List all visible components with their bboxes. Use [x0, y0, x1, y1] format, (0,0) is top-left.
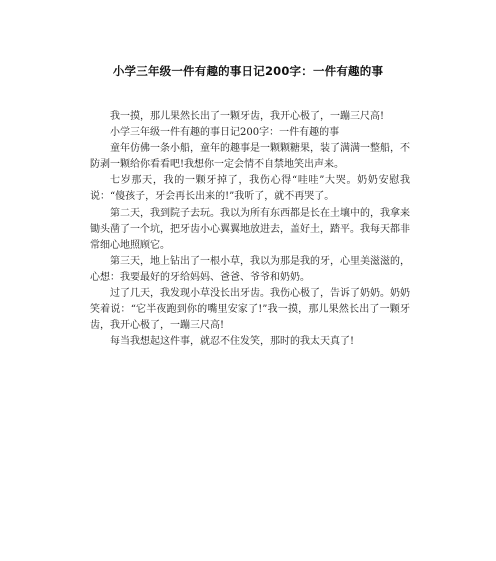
paragraph: 我一摸，那儿果然长出了一颗牙齿，我开心极了，一蹦三尺高!	[110, 111, 385, 122]
paragraph: 第三天，地上钻出了一根小草，我以为那是我的牙，心里美滋滋的，心想：我要最好的牙给妈妈、爸爸、爷爷和奶奶。	[90, 255, 410, 283]
paragraph: 每当我想起这件事，就忍不住发笑，那时的我太天真了!	[110, 336, 355, 348]
paragraph: 小学三年级一件有趣的事日记200字：一件有趣的事	[110, 127, 340, 139]
paragraph: 七岁那天，我的一颗牙掉了，我伤心得“哇哇”大哭。奶奶安慰我说：“傻孩子，牙会再长出来的!”我听了，就不再哭了。	[90, 175, 410, 203]
paragraph: 过了几天，我发现小草没长出牙齿。我伤心极了，告诉了奶奶。奶奶笑着说：“它半夜跑到你的嘴里安家了!”我一摸，那儿果然长出了一颗牙齿，我开心极了，一蹦三尺高!	[90, 288, 410, 332]
paragraph: 童年仿佛一条小船，童年的趣事是一颗颗糖果，装了满满一整船，不防剥一颗给你看看吧!我想你一定会情不自禁地笑出声来。	[90, 143, 410, 171]
paragraph: 第二天，我到院子去玩。我以为所有东西都是长在土壤中的，我拿来锄头凿了一个坑，把牙齿小心翼翼地放进去，盖好土，踏平。我每天都非常细心地照顾它。	[90, 207, 410, 251]
document-title: 小学三年级一件有趣的事日记200字：一件有趣的事	[112, 64, 384, 78]
document-body	[90, 109, 410, 350]
